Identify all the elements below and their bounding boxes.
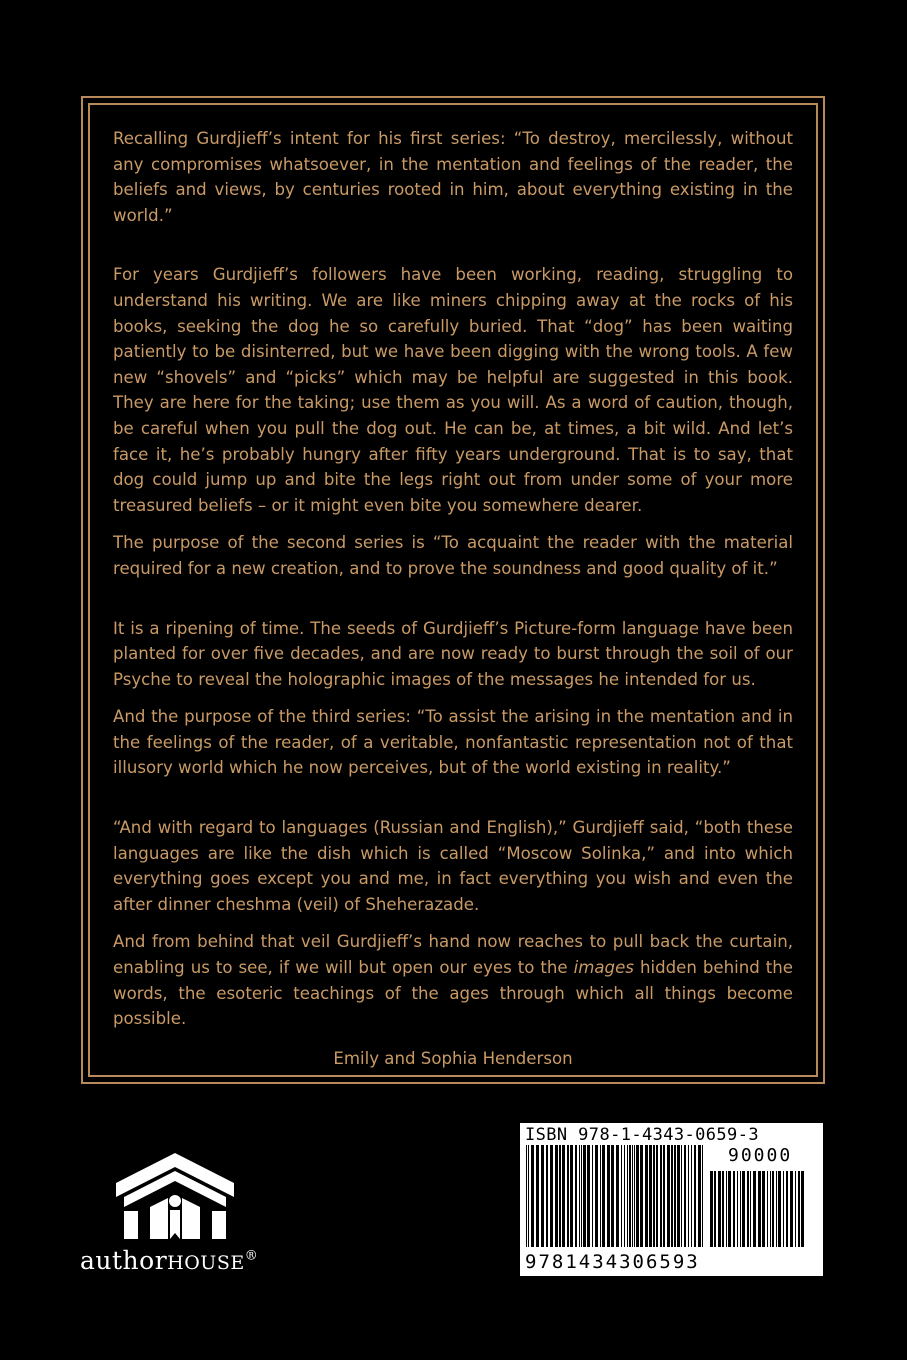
barcode-bar (645, 1145, 648, 1247)
barcode-bar (607, 1145, 610, 1247)
barcode-bar (733, 1171, 735, 1247)
barcode-bar (627, 1145, 628, 1247)
barcode-bar (583, 1145, 586, 1247)
publisher-name-author: author (80, 1246, 168, 1275)
blurb-emphasis-images: images (573, 958, 634, 978)
barcode-bar (742, 1171, 745, 1247)
blurb-paragraph-1: Recalling Gurdjieff’s intent for his first series: “To destroy, mercilessly, without any compromises whatsoever, in the mentation and feelings of the reader, the beliefs and views, by centuries rooted in him, about everything existing in the world.” (113, 129, 793, 225)
publisher-name-house: HOUSE (167, 1252, 245, 1274)
barcode-bar (714, 1171, 716, 1247)
barcode-bar (555, 1145, 558, 1247)
isbn-label: ISBN 978-1-4343-0659-3 (525, 1125, 759, 1145)
barcode-bar (531, 1145, 534, 1247)
barcode-bar (536, 1145, 539, 1247)
barcode-bar (747, 1171, 749, 1247)
blurb-paragraph-7-start: And from behind that veil Gurdjieff’s hand now reaches to pull back the curtain, enabling us to see, if we will but open our eyes to the (113, 932, 793, 978)
barcode-bar (718, 1171, 721, 1247)
barcode-bar (728, 1171, 731, 1247)
barcode-bar (541, 1145, 544, 1247)
blurb-paragraph-2: For years Gurdjieff’s followers have been working, reading, struggling to understand his writing. We are like miners chipping away at the rocks of his books, seeking the dog he so carefully buried. That “dog” has been waiting patiently to be disinterred, but we have been digging with the wrong tools. A few new “shovels” and “picks” which may be helpful are suggested in this book. They are here for the taking; use them as you will. As a word of caution, though, be careful when you pull the dog out. He can be, at times, a bit wild. And let’s face it, he’s probably hungry after fifty years underground. That is to say, that dog could jump up and bite the legs right out from under some of your more treasured beliefs – or it might even bite you somewhere dearer. (113, 265, 793, 515)
barcode-bar (624, 1145, 625, 1247)
ean-digits: 9781434306593 (525, 1251, 700, 1273)
barcode-bar (786, 1171, 788, 1247)
barcode-bar (636, 1145, 639, 1247)
barcode-bar (726, 1171, 727, 1247)
barcode-bar (740, 1171, 741, 1247)
barcode-bar (710, 1171, 713, 1247)
barcode-bar (595, 1145, 598, 1247)
barcode-bar (688, 1145, 689, 1247)
blurb-paragraph-7-end: hidden behind the words, the esoteric teachings of the ages through which all things become possible. (113, 958, 793, 1029)
barcode-bar (611, 1145, 614, 1247)
barcode-bar (602, 1145, 605, 1247)
barcode-bar (667, 1145, 670, 1247)
barcode-bar (663, 1145, 665, 1247)
barcode-bar (798, 1171, 800, 1247)
barcode-bar (592, 1145, 593, 1247)
barcode-bar (649, 1145, 652, 1247)
isbn-barcode (519, 1122, 824, 1277)
blurb-paragraph-6: “And with regard to languages (Russian and English),” Gurdjieff said, “both these languages are like the dish which is called “Moscow Solinka,” and into which everything goes except you and me, in fact everything you wish and even the after dinner cheshma (veil) of Sheherazade. (113, 818, 793, 914)
barcode-bar (698, 1145, 701, 1247)
barcode-bar (702, 1145, 703, 1247)
barcode-bar (653, 1145, 655, 1247)
barcode-bar (600, 1145, 601, 1247)
blurb-paragraph-5: And the purpose of the third series: “To assist the arising in the mentation and in the feelings of the reader, of a veritable, nonfantastic representation not of that illusory world which he now perceives, but of the world existing in reality.” (113, 707, 793, 778)
barcode-bar (778, 1171, 781, 1247)
publisher-logo (80, 1153, 280, 1283)
barcode-bar (770, 1171, 771, 1247)
author-signature: Emily and Sophia Henderson (333, 1048, 573, 1068)
barcode-bar (767, 1171, 768, 1247)
barcode-bar (684, 1145, 686, 1247)
barcode-bar (621, 1145, 622, 1247)
barcode-bar (656, 1145, 658, 1247)
barcode-bar (579, 1145, 580, 1247)
barcode-bar (581, 1145, 582, 1247)
barcode-bar (776, 1171, 777, 1247)
back-cover-blurb (113, 126, 793, 1071)
barcode-bar (772, 1171, 774, 1247)
blurb-paragraph-7 (113, 929, 793, 1031)
barcode-bar (783, 1171, 784, 1247)
barcode-bar (674, 1145, 676, 1247)
barcode-bar (528, 1145, 529, 1247)
barcode-bar (671, 1145, 673, 1247)
barcode-bar (616, 1145, 619, 1247)
barcode-bar (722, 1171, 724, 1247)
barcode-bar (562, 1145, 565, 1247)
publisher-name (80, 1246, 280, 1275)
barcode-bar (660, 1145, 662, 1247)
barcode-bar (546, 1145, 548, 1247)
barcode-bar (570, 1145, 573, 1247)
authorhouse-logo-icon (116, 1153, 234, 1239)
barcode-bar (567, 1145, 569, 1247)
barcode-bar (801, 1171, 804, 1247)
barcode-bar (737, 1171, 738, 1247)
barcode-bar (587, 1145, 590, 1247)
barcode-bar (694, 1145, 696, 1247)
barcode-bar (753, 1171, 756, 1247)
barcode-bar (640, 1145, 643, 1247)
barcode-bar (629, 1145, 631, 1247)
barcode-bar (632, 1145, 633, 1247)
barcode-bar (559, 1145, 561, 1247)
barcode-bar (550, 1145, 553, 1247)
blurb-paragraph-3: The purpose of the second series is “To acquaint the reader with the material required for a new creation, and to prove the soundness and good quality of it.” (113, 533, 793, 578)
barcode-bar (681, 1145, 682, 1247)
registered-mark: ® (244, 1248, 259, 1264)
barcode-bar (758, 1171, 761, 1247)
barcode-bar (526, 1145, 527, 1247)
blurb-paragraph-4: It is a ripening of time. The seeds of Gurdjieff’s Picture-form language have been planted for over five decades, and are now ready to burst through the soil of our Psyche to reveal the holographic images of the messages he intended for us. (113, 618, 793, 689)
price-code: 90000 (728, 1145, 793, 1166)
barcode-bar (790, 1171, 793, 1247)
barcode-bar (634, 1145, 635, 1247)
barcode-bar (795, 1171, 796, 1247)
barcode-bar (691, 1145, 692, 1247)
barcode-bar (750, 1171, 751, 1247)
barcode-bar (575, 1145, 577, 1247)
barcode-bar (677, 1145, 680, 1247)
barcode-bar (762, 1171, 765, 1247)
